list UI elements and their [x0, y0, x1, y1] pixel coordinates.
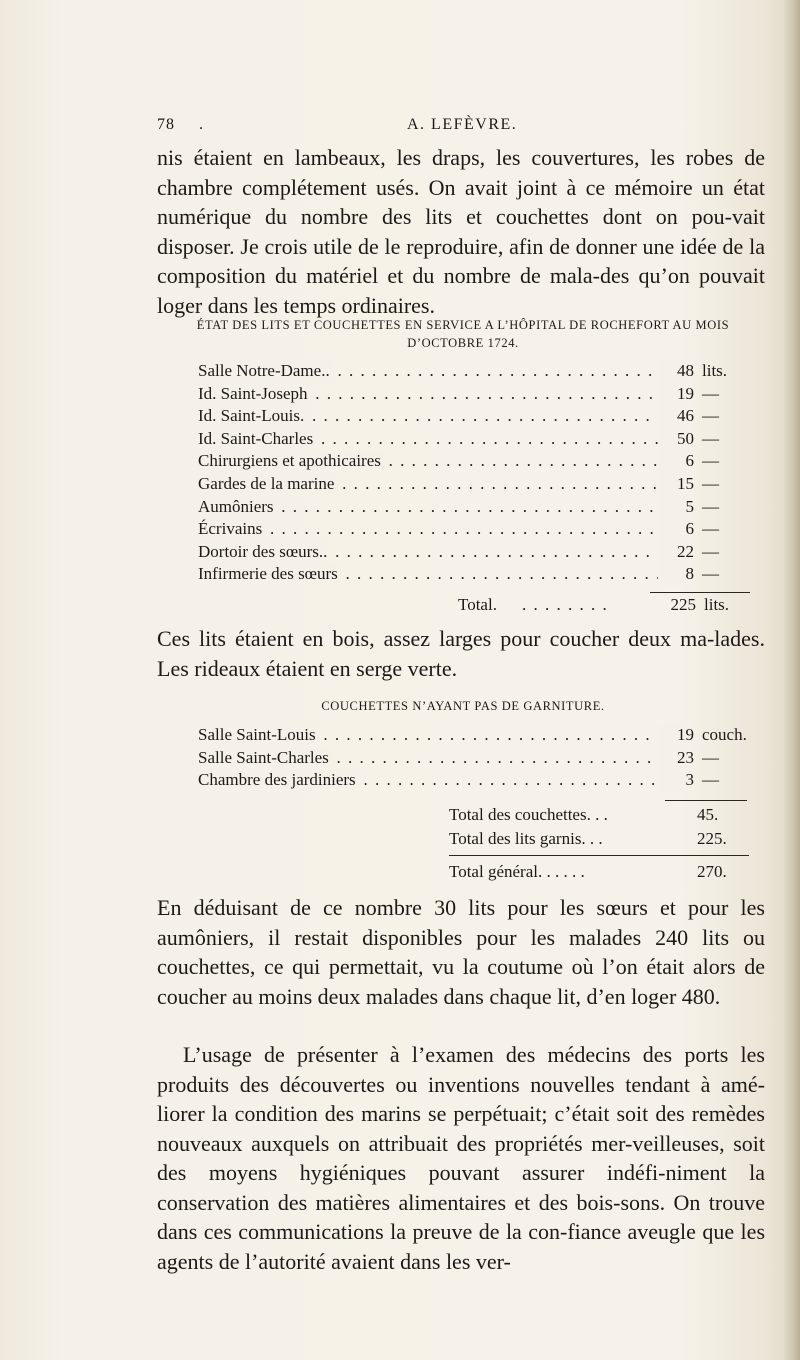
- row-label: Chambre des jardiniers: [198, 770, 356, 790]
- total-value: 225: [670, 595, 696, 614]
- row-label: Gardes de la marine: [198, 473, 335, 493]
- row-unit: —: [702, 564, 719, 584]
- row-value: 50: [658, 428, 694, 451]
- table-row: [198, 450, 758, 473]
- row-label: Salle Saint-Charles: [198, 747, 329, 767]
- row-unit: —: [702, 541, 719, 561]
- row-value: 6: [658, 450, 694, 473]
- table-row: [198, 360, 758, 383]
- row-label: Id. Saint-Joseph: [198, 383, 308, 403]
- table-1-caption: ÉTAT DES LITS ET COUCHETTES EN SERVICE A L’HÔPITAL DE ROCHEFORT AU MOIS D’OCTOBRE 1724.: [196, 318, 730, 350]
- total-rule: [650, 592, 750, 593]
- row-unit: —: [702, 383, 719, 403]
- paragraph-4: L’usage de présenter à l’examen des médecins des ports les produits des découvertes ou inventions nouvelles tendant à amé-liorer la condition des marins se perpétuait; c’était soit des remèdes nouveaux auxquels on attribuait des propriétés mer-veilleuses, soit des moyens hygiéniques pouvant assurer indéfi-niment la conservation des matières alimentaires et des bois-sons. On trouve dans ces communications la preuve de la con-fiance aveugle que les agents de l’autorité avaient dans les ver-: [157, 1042, 765, 1274]
- total-label: Total.: [458, 595, 497, 614]
- summary-label: Total général. . . . . .: [449, 862, 585, 881]
- row-value: 19: [658, 383, 694, 406]
- summary-label: Total des couchettes. . .: [449, 805, 608, 824]
- row-label: Id. Saint-Louis.: [198, 406, 305, 426]
- table-1-total: [458, 594, 730, 616]
- table-row: [198, 473, 758, 496]
- summary-value: 270.: [697, 862, 727, 881]
- row-unit: —: [702, 451, 719, 471]
- table-2: [198, 724, 758, 792]
- row-value: 3: [658, 769, 694, 792]
- paragraph-3: En déduisant de ce nombre 30 lits pour les sœurs et pour les aumôniers, il restait disponibles pour les malades 240 lits ou couchettes, ce qui permettait, vu la coutume où l’on était alors de coucher au moins deux malades dans chaque lit, d’en loger 480.: [157, 895, 765, 1009]
- row-value: 22: [658, 541, 694, 564]
- row-unit: —: [702, 496, 719, 516]
- row-unit: couch.: [702, 725, 747, 744]
- row-label: Aumôniers: [198, 496, 274, 516]
- row-unit: —: [702, 473, 719, 493]
- row-unit: —: [702, 519, 719, 539]
- row-label: Infirmerie des sœurs: [198, 564, 338, 584]
- table-row: [198, 769, 758, 792]
- table-1: [198, 360, 758, 586]
- table-row: [198, 747, 758, 770]
- row-value: 46: [658, 405, 694, 428]
- row-unit: —: [702, 770, 719, 790]
- header-separator: .: [199, 116, 204, 133]
- page-edge: [782, 0, 800, 1360]
- table-row: [198, 405, 758, 428]
- row-label: Écrivains: [198, 519, 263, 539]
- page-number: 78: [157, 116, 175, 133]
- row-value: 15: [658, 473, 694, 496]
- grand-total-rule: [449, 855, 749, 856]
- table-row: [198, 563, 758, 586]
- row-label: Chirurgiens et apothicaires: [198, 451, 381, 471]
- summary-rule: [665, 800, 747, 801]
- row-label: Dortoir des sœurs..: [198, 541, 328, 561]
- row-label: Id. Saint-Charles: [198, 428, 314, 448]
- row-value: 6: [658, 518, 694, 541]
- row-value: 19: [658, 724, 694, 747]
- row-value: 8: [658, 563, 694, 586]
- table-row: [198, 383, 758, 406]
- table-row: [198, 518, 758, 541]
- paragraph-2: Ces lits étaient en bois, assez larges pour coucher deux ma-lades. Les rideaux étaient en serge verte.: [157, 626, 765, 681]
- paragraph-1: nis étaient en lambeaux, les draps, les couvertures, les robes de chambre complétement usés. On avait joint à ce mémoire un état numérique du nombre des lits et couchettes dont on pou-vait disposer. Je crois utile de le reproduire, afin de donner une idée de la composition du matériel et du nombre de mala-des qu’on pouvait loger dans les temps ordinaires.: [157, 145, 765, 318]
- row-value: 5: [658, 496, 694, 519]
- summary-label: Total des lits garnis. . .: [449, 829, 603, 848]
- table-2-caption: COUCHETTES N’AYANT PAS DE GARNITURE.: [321, 699, 605, 713]
- table-row: [198, 428, 758, 451]
- row-unit: lits.: [702, 361, 728, 380]
- table-row: [198, 496, 758, 519]
- row-value: 48: [658, 360, 694, 383]
- table-row: [198, 724, 758, 747]
- running-head-author: A. LEFÈVRE.: [407, 116, 518, 133]
- row-unit: —: [702, 428, 719, 448]
- row-unit: —: [702, 747, 719, 767]
- total-dots: . . . . . . . .: [522, 595, 609, 614]
- row-label: Salle Notre-Dame..: [198, 361, 330, 380]
- row-unit: —: [702, 406, 719, 426]
- summary-value: 45.: [697, 805, 719, 824]
- row-label: Salle Saint-Louis: [198, 725, 316, 744]
- row-value: 23: [658, 747, 694, 770]
- table-row: [198, 541, 758, 564]
- summary-value: 225.: [697, 829, 727, 848]
- running-header: [157, 116, 757, 138]
- total-unit: lits.: [704, 595, 730, 614]
